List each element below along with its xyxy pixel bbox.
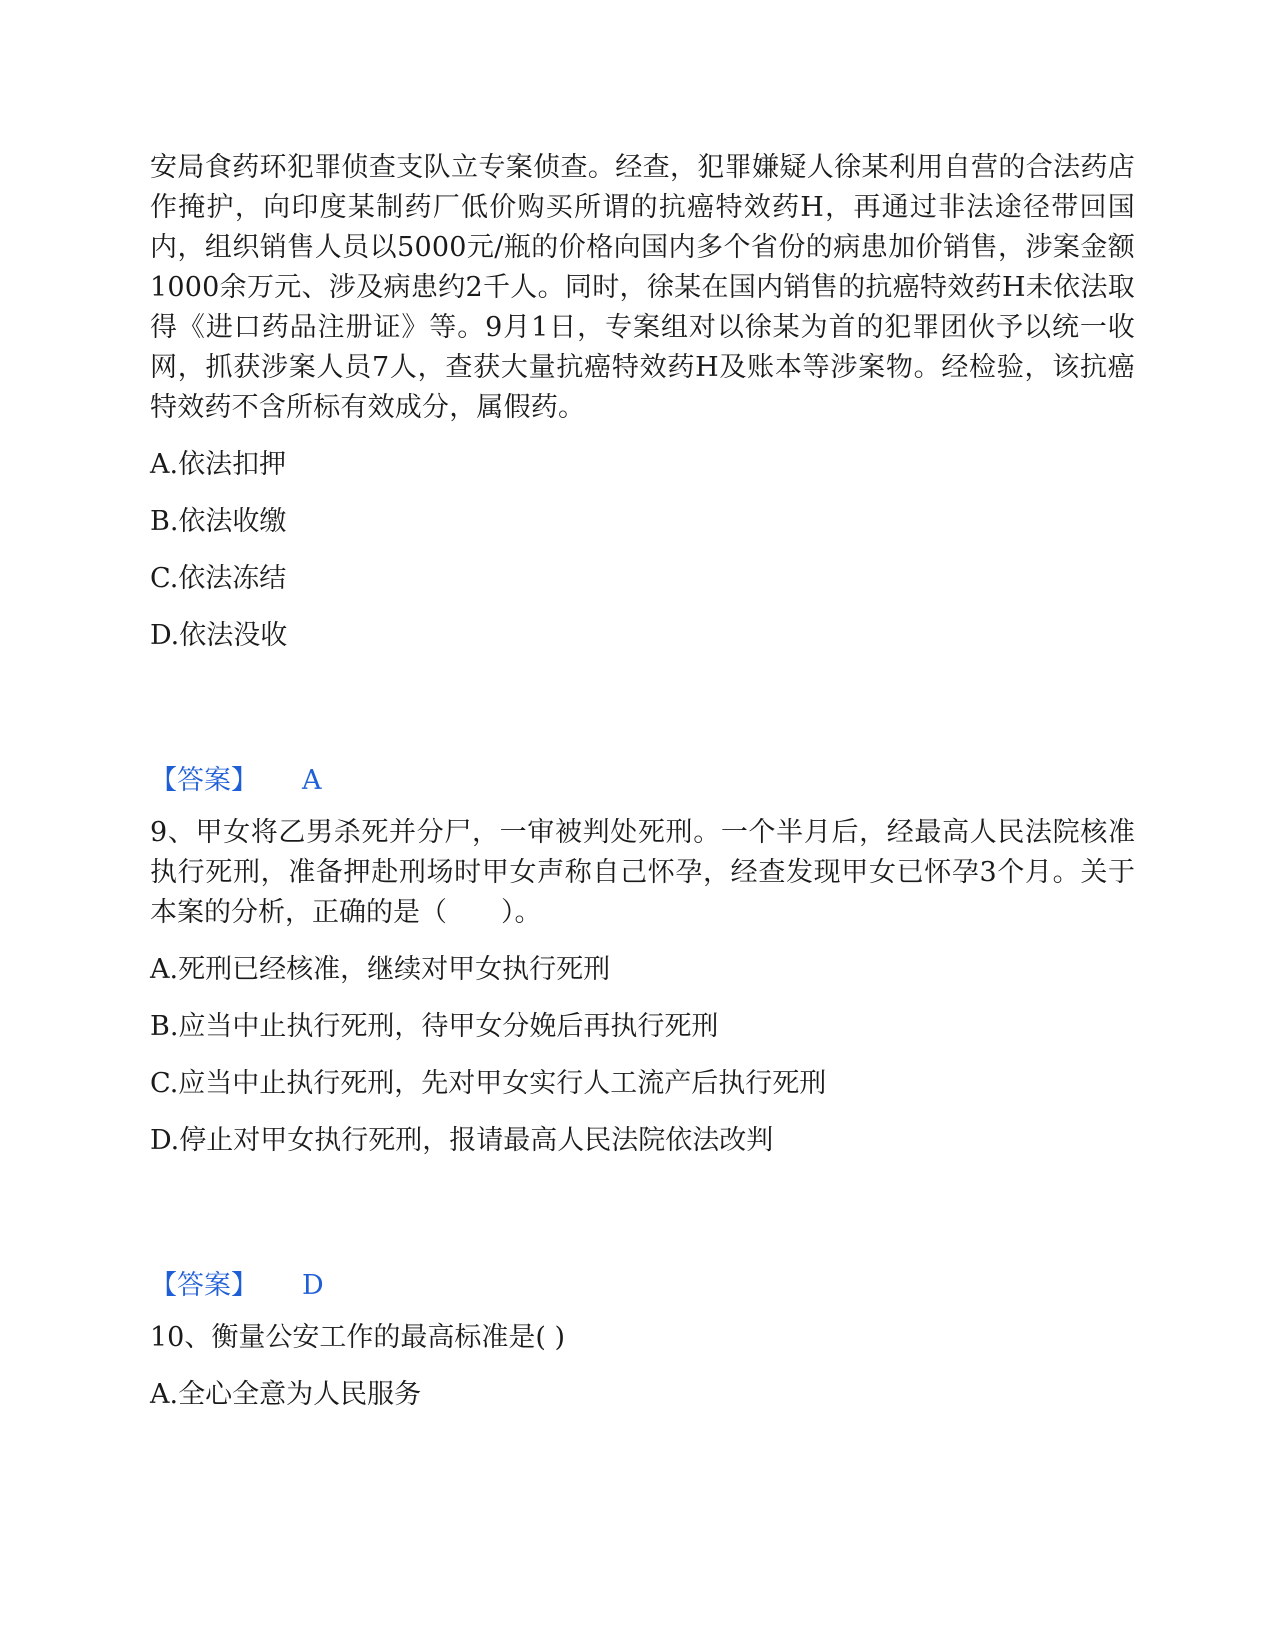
q8-option-c: C.依法冻结: [150, 563, 287, 594]
document-page: [150, 148, 1135, 1432]
q9-stem: 9、甲女将乙男杀死并分尸，一审被判处死刑。一个半月后，经最高人民法院核准执行死刑，准备押赴刑场时甲女声称自己怀孕，经查发现甲女已怀孕3个月。关于本案的分析，正确的是（ ）。: [150, 817, 1135, 928]
case-continuation-text: 安局食药环犯罪侦查支队立专案侦查。经查，犯罪嫌疑人徐某利用自营的合法药店作掩护，向印度某制药厂低价购买所谓的抗癌特效药H，再通过非法途径带回国内，组织销售人员以5000元/瓶的价格向国内多个省份的病患加价销售，涉案金额1000余万元、涉及病患约2千人。同时，徐某在国内销售的抗癌特效药H未依法取得《进口药品注册证》等。9月1日，专案组对以徐某为首的犯罪团伙予以统一收网，抓获涉案人员7人，查获大量抗癌特效药H及账本等涉案物。经检验，该抗癌特效药不含所标有效成分，属假药。: [150, 152, 1135, 423]
q9-option-a: A.死刑已经核准，继续对甲女执行死刑: [150, 954, 611, 985]
q9-options: [150, 950, 1135, 1178]
q10-options: [150, 1375, 1135, 1432]
q10-stem: 10、衡量公安工作的最高标准是( ): [150, 1322, 566, 1353]
q9-answer: [150, 1266, 1135, 1306]
q8-answer: [150, 761, 1135, 801]
answer-value: D: [302, 1270, 324, 1301]
answer-tag: 【答案】: [150, 765, 258, 796]
answer-value: A: [302, 765, 322, 796]
spacer: [150, 1178, 1135, 1266]
spacer: [150, 1306, 1135, 1318]
q8-options: [150, 445, 1135, 673]
q8-option-a: A.依法扣押: [150, 449, 287, 480]
q8-option-d: D.依法没收: [150, 620, 288, 651]
spacer: [150, 673, 1135, 761]
q9-option-b: B.应当中止执行死刑，待甲女分娩后再执行死刑: [150, 1011, 719, 1042]
answer-tag: 【答案】: [150, 1270, 258, 1301]
q10-option-a: A.全心全意为人民服务: [150, 1379, 422, 1410]
q9-option-d: D.停止对甲女执行死刑，报请最高人民法院依法改判: [150, 1125, 774, 1156]
q9-option-c: C.应当中止执行死刑，先对甲女实行人工流产后执行死刑: [150, 1068, 827, 1099]
q8-option-b: B.依法收缴: [150, 506, 287, 537]
spacer: [150, 801, 1135, 813]
